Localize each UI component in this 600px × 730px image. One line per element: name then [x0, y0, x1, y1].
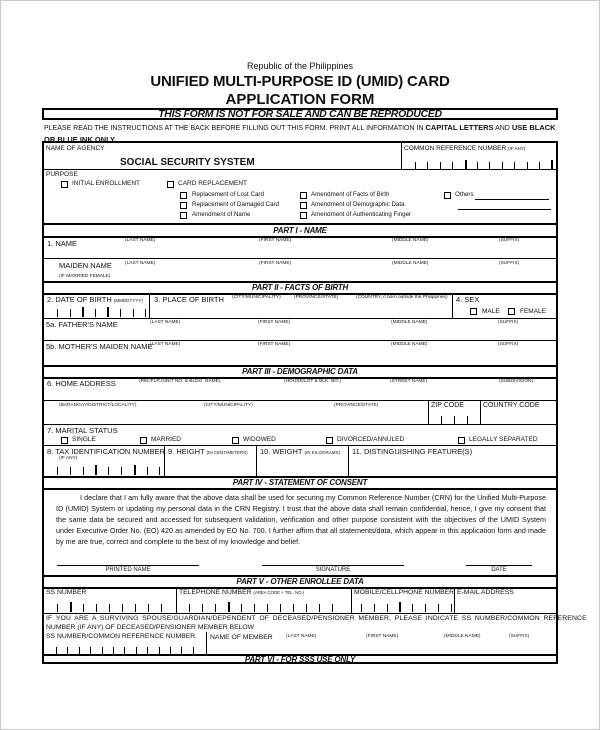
height-input[interactable]: [166, 457, 254, 475]
surviving-spouse-note-2: NUMBER (IF ANY) OF DECEASED/PENSIONER MEMBER BELOW: [46, 624, 255, 631]
addr-barangay-sub: (BARANGAY/DISTRICT/LOCALITY): [59, 403, 137, 408]
digit-tick: [145, 309, 146, 317]
digit-tick: [121, 467, 122, 475]
digit-tick: [122, 604, 123, 612]
height-label: [168, 447, 248, 456]
digit-tick: [95, 309, 96, 317]
printed-name-caption: PRINTED NAME: [105, 567, 151, 573]
height-sub: (IN CENTIMETERS): [206, 450, 248, 455]
republic-label: Republic of the Philippines: [246, 61, 354, 71]
lost-card-checkbox[interactable]: [180, 192, 187, 199]
father-middle-sub: (MIDDLE NAME): [391, 320, 428, 325]
member-middle-sub: (MIDDLE NAME): [444, 634, 481, 639]
digit-tick: [96, 604, 97, 612]
address-line1-input[interactable]: [54, 386, 554, 399]
digit-tick: [57, 467, 58, 475]
mother-suffix-sub: (SUFFIX): [498, 342, 519, 347]
digit-tick: [399, 602, 401, 612]
digit-tick: [83, 604, 84, 612]
digit-tick: [57, 604, 58, 612]
crn-input[interactable]: [402, 155, 556, 170]
addr-city-sub: (CITY/MUNICIPALITY): [204, 403, 253, 408]
maiden-first-sub: (FIRST NAME): [259, 261, 292, 266]
amend-name-label: Amendment of Name: [192, 211, 251, 218]
divorced-label: DIVORCED/ANNULED: [337, 436, 405, 443]
name-last-sub: (LAST NAME): [125, 238, 156, 243]
member-name-label: NAME OF MEMBER: [210, 634, 273, 641]
divider: [44, 258, 556, 259]
agency-value[interactable]: SOCIAL SECURITY SYSTEM: [120, 157, 255, 168]
part4-title: PART IV - STATEMENT OF CONSENT: [232, 478, 368, 487]
name-suffix-sub: (SUFFIX): [499, 238, 520, 243]
divider: [44, 318, 556, 319]
father-name-input[interactable]: [149, 327, 554, 339]
tin-label: 8. TAX IDENTIFICATION NUMBER: [47, 447, 165, 456]
digit-tick: [451, 604, 452, 612]
male-checkbox[interactable]: [470, 308, 477, 315]
digit-tick: [108, 467, 109, 475]
digit-tick: [161, 604, 162, 612]
divider: [44, 445, 556, 446]
divider: [44, 236, 556, 238]
digit-tick: [293, 604, 294, 612]
part5-title: PART V - OTHER ENROLLEE DATA: [236, 577, 364, 586]
maiden-sub: (IF MARRIED FEMALE): [59, 274, 111, 279]
member-last-sub: (LAST NAME): [286, 634, 317, 639]
father-label: 5a. FATHER'S NAME: [46, 320, 118, 329]
digit-tick: [134, 465, 136, 475]
pob-input[interactable]: [154, 303, 449, 317]
widowed-label: WIDOWED: [243, 436, 276, 443]
digit-tick: [361, 604, 362, 612]
tin-input[interactable]: [44, 461, 164, 475]
amend-birth-checkbox[interactable]: [300, 192, 307, 199]
single-checkbox[interactable]: [61, 437, 68, 444]
country-code-label: COUNTRY CODE: [483, 402, 540, 409]
digit-tick: [425, 604, 426, 612]
digit-tick: [254, 604, 255, 612]
digit-tick: [120, 309, 121, 317]
telephone-sub: (AREA CODE + TEL. NO.): [253, 590, 305, 595]
name-middle-sub: (MIDDLE NAME): [392, 238, 429, 243]
agency-label: NAME OF AGENCY: [46, 145, 105, 152]
initial-enrollment-label: INITIAL ENROLLMENT: [72, 180, 141, 187]
mobile-input[interactable]: [351, 599, 453, 612]
digit-tick: [319, 604, 320, 612]
name-input[interactable]: [124, 245, 554, 257]
address-line2-input[interactable]: [54, 409, 424, 422]
marital-status-label: 7. MARITAL STATUS: [47, 426, 118, 435]
digit-tick: [189, 604, 190, 612]
lost-card-label: Replacement of Lost Card: [192, 191, 264, 198]
date-caption: DATE: [491, 567, 507, 573]
digit-tick: [215, 604, 216, 612]
tin-sub: (IF ANY): [59, 456, 78, 461]
divider: [44, 424, 556, 425]
others-input-line2[interactable]: [458, 209, 551, 210]
instructions-text-and: AND: [493, 125, 512, 132]
divider: [44, 340, 556, 341]
digit-tick: [148, 604, 149, 612]
ss-crn-label: SS NUMBER/COMMON REFERENCE NUMBER: [46, 633, 196, 640]
digit-tick: [441, 416, 442, 424]
member-suffix-sub: (SUFFIX): [509, 634, 530, 639]
name-label: 1. NAME: [47, 239, 78, 248]
surviving-spouse-note-1: IF YOU ARE A SURVIVING SPOUSE/GUARDIAN/DEPENDENT OF DECEASED/PENSIONER MEMBER, PLEASE INDICATE SS NUMBER/COMMON REFERENCE: [46, 615, 587, 622]
mother-middle-sub: (MIDDLE NAME): [391, 342, 428, 347]
form-title: UNIFIED MULTI-PURPOSE ID (UMID) CARD: [150, 73, 450, 90]
card-replacement-label: CARD REPLACEMENT: [178, 180, 247, 187]
divider: [452, 294, 453, 318]
amend-name-checkbox[interactable]: [180, 212, 187, 219]
others-checkbox[interactable]: [444, 192, 451, 199]
email-input[interactable]: [456, 598, 554, 612]
digit-tick: [83, 467, 84, 475]
divider: [206, 632, 207, 655]
digit-tick: [306, 604, 307, 612]
legally-separated-label: LEGALLY SEPARATED: [469, 436, 538, 443]
digit-tick: [133, 309, 134, 317]
amend-demographic-checkbox[interactable]: [300, 202, 307, 209]
digit-tick: [95, 465, 97, 475]
pob-label: 3. PLACE OF BIRTH: [154, 295, 224, 304]
divider: [44, 223, 556, 225]
addr-house-sub: (HOUSE/LOT & BLK. NO.): [284, 379, 341, 384]
digit-tick: [241, 604, 242, 612]
addr-street-sub: (STREET NAME): [390, 379, 428, 384]
application-form: [42, 141, 587, 664]
maiden-suffix-sub: (SUFFIX): [499, 261, 520, 266]
digit-tick: [467, 416, 468, 424]
digit-tick: [70, 467, 71, 475]
digit-tick: [70, 309, 71, 317]
divorced-checkbox[interactable]: [326, 437, 333, 444]
country-code-input[interactable]: [482, 411, 554, 423]
digit-tick: [454, 416, 455, 424]
signature-caption: SIGNATURE: [315, 567, 351, 573]
female-label: FEMALE: [520, 308, 547, 315]
features-label: 11. DISTINGUISHING FEATURE(S): [352, 447, 473, 456]
divider: [454, 587, 455, 613]
divider: [164, 445, 165, 476]
telephone-label-text: TELEPHONE NUMBER: [179, 589, 252, 596]
divider: [44, 488, 556, 490]
digit-tick: [332, 604, 333, 612]
maiden-last-sub: (LAST NAME): [125, 261, 156, 266]
addr-rm-sub: (RM./FLR./UNIT NO. & BLDG. NAME): [139, 379, 221, 384]
mother-first-sub: (FIRST NAME): [258, 342, 291, 347]
part6-title: PART VI - FOR SSS USE ONLY: [244, 655, 356, 664]
printed-name-line[interactable]: [57, 565, 199, 566]
maiden-middle-sub: (MIDDLE NAME): [392, 261, 429, 266]
damaged-card-checkbox[interactable]: [180, 202, 187, 209]
instructions-ink: USE BLACK OR BLUE INK ONLY.: [44, 123, 556, 144]
digit-tick: [202, 604, 203, 612]
maiden-name-label: MAIDEN NAME: [59, 261, 112, 270]
form-subtitle: APPLICATION FORM: [225, 91, 375, 108]
crn-label-text: COMMON REFERENCE NUMBER: [404, 145, 507, 152]
digit-tick: [109, 604, 110, 612]
email-label: E-MAIL ADDRESS: [457, 589, 514, 596]
digit-tick: [374, 604, 375, 612]
weight-sub: (IN KILOGRAMS): [304, 450, 340, 455]
telephone-label: [179, 589, 304, 596]
digit-tick: [135, 604, 136, 612]
widowed-checkbox[interactable]: [232, 437, 239, 444]
others-input-line1[interactable]: [475, 199, 549, 200]
mobile-label: MOBILE/CELLPHONE NUMBER: [354, 589, 455, 596]
ss-number-input[interactable]: [44, 599, 176, 612]
pob-country-sub: (COUNTRY, if born outside the Philippines): [356, 295, 448, 300]
features-input[interactable]: [350, 457, 554, 475]
instructions-text: PLEASE READ THE INSTRUCTIONS AT THE BACK BEFORE FILLING OUT THIS FORM. PRINT ALL INFORMATION IN: [44, 125, 426, 132]
home-address-label: 6. HOME ADDRESS: [47, 379, 116, 388]
amend-finger-label: Amendment of Authenticating Finger: [311, 211, 412, 218]
damaged-card-label: Replacement of Damaged Card: [192, 201, 280, 208]
divider: [256, 445, 257, 476]
dob-sub: (MMDDYYYY): [113, 298, 143, 303]
zip-input[interactable]: [428, 411, 478, 424]
height-label-text: 9. HEIGHT: [168, 447, 205, 456]
mother-label: 5b. MOTHER'S MAIDEN NAME: [46, 342, 153, 351]
divider: [149, 294, 150, 318]
dob-label-text: 2. DATE OF BIRTH: [47, 295, 112, 304]
pob-city-sub: (CITY/MUNICIPALITY): [232, 295, 281, 300]
female-checkbox[interactable]: [508, 308, 515, 315]
addr-province-sub: (PROVINCE/STATE): [334, 403, 379, 408]
divider: [44, 169, 556, 170]
maiden-name-input[interactable]: [124, 267, 554, 279]
digit-tick: [147, 467, 148, 475]
digit-tick: [70, 602, 72, 612]
member-name-input[interactable]: [210, 642, 554, 654]
single-label: SINGLE: [72, 436, 96, 443]
part1-title: PART I - NAME: [273, 226, 327, 235]
mother-name-input[interactable]: [149, 349, 554, 363]
father-suffix-sub: (SUFFIX): [498, 320, 519, 325]
digit-tick: [438, 604, 439, 612]
father-first-sub: (FIRST NAME): [258, 320, 291, 325]
divider: [348, 445, 349, 476]
part2-title: PART II - FACTS OF BIRTH: [251, 283, 349, 292]
digit-tick: [280, 604, 281, 612]
male-label: MALE: [482, 308, 500, 315]
part3-title: PART III - DEMOGRAPHIC DATA: [242, 367, 358, 376]
father-last-sub: (LAST NAME): [150, 320, 181, 325]
initial-enrollment-checkbox[interactable]: [61, 181, 68, 188]
digit-tick: [228, 602, 230, 612]
card-replacement-checkbox[interactable]: [167, 181, 174, 188]
telephone-input[interactable]: [176, 599, 351, 612]
digit-tick: [107, 307, 109, 317]
digit-tick: [159, 467, 160, 475]
member-first-sub: (FIRST NAME): [366, 634, 399, 639]
digit-tick: [57, 309, 58, 317]
signature-line[interactable]: [262, 565, 404, 566]
crn-label: [404, 145, 525, 152]
zip-label: ZIP CODE: [431, 402, 464, 409]
banner-text: THIS FORM IS NOT FOR SALE AND CAN BE REPRODUCED: [158, 108, 442, 120]
weight-label-text: 10. WEIGHT: [260, 447, 303, 456]
name-first-sub: (FIRST NAME): [259, 238, 292, 243]
digit-tick: [387, 604, 388, 612]
instructions-emphasis: CAPITAL LETTERS: [425, 123, 494, 132]
others-label: Others: [455, 191, 474, 198]
amend-demographic-label: Amendment of Demographic Data: [311, 201, 405, 208]
pob-province-sub: (PROVINCE/STATE): [294, 295, 339, 300]
ss-number-label: SS NUMBER: [46, 589, 87, 596]
digit-tick: [412, 604, 413, 612]
mother-last-sub: (LAST NAME): [150, 342, 181, 347]
date-line[interactable]: [466, 565, 532, 566]
divider: [480, 400, 481, 424]
weight-input[interactable]: [258, 457, 346, 475]
divider: [44, 613, 556, 614]
sex-label: 4. SEX: [456, 295, 480, 304]
not-for-sale-banner: [42, 108, 558, 120]
consent-statement: I declare that I am fully aware that the above data shall be used for securing my Common Reference Number (CRN) for the Unified Multi-Purpose ID (UMID) System or updating my personal data in the CRN Registry. I trust that the above data shall remain confidential, hence, I give my consent that the same data be secured and accessed for subsequent validation, verification and other purpose consistent with the objectives of the UMID System under Executive Order No. (EO) 420 as amended by EO No. 700. I further affirm that all statements/data, which appear in this application form and made by me are true, correct and complete to the best of my knowledge and belief.: [56, 493, 546, 546]
digit-tick: [82, 307, 84, 317]
married-label: MARRIED: [151, 436, 181, 443]
married-checkbox[interactable]: [140, 437, 147, 444]
dob-input[interactable]: [44, 303, 149, 317]
digit-tick: [267, 604, 268, 612]
weight-label: [260, 447, 340, 456]
legally-separated-checkbox[interactable]: [458, 437, 465, 444]
addr-subdivision-sub: (SUBDIVISION): [499, 379, 534, 384]
crn-sub: (IF ANY): [508, 146, 526, 151]
amend-finger-checkbox[interactable]: [300, 212, 307, 219]
amend-birth-label: Amendment of Facts of Birth: [311, 191, 390, 198]
purpose-label: PURPOSE: [46, 171, 78, 178]
